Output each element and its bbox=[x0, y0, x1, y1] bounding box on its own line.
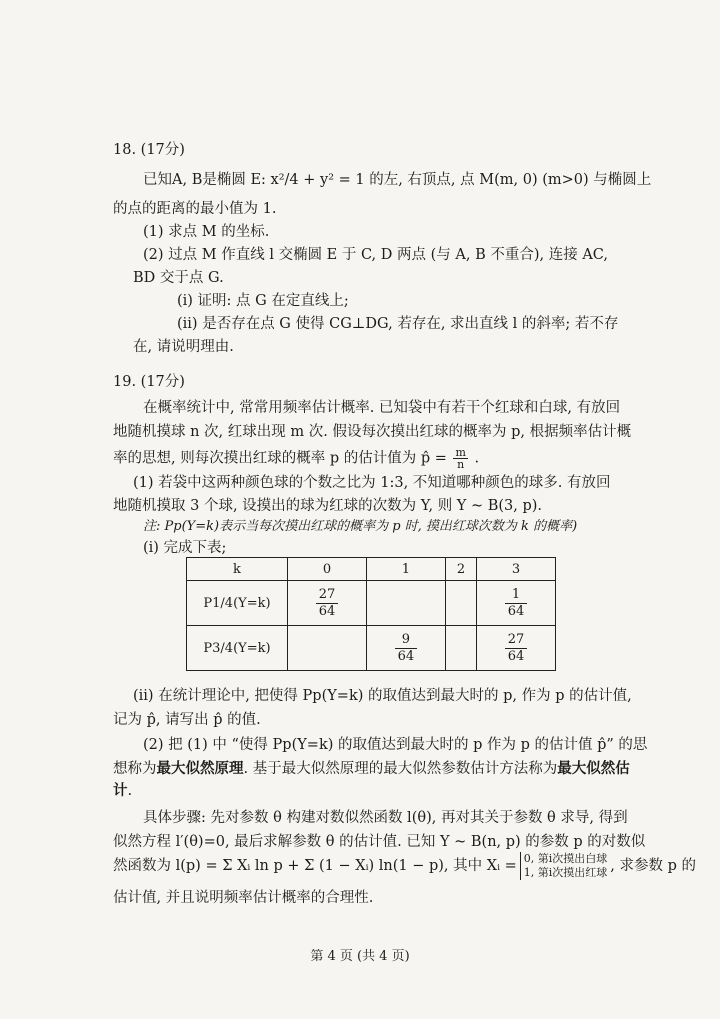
q19-sub-ii-b: 记为 p̂, 请写出 p̂ 的值. bbox=[113, 712, 261, 728]
q18-sub-ii-cont: 在, 请说明理由. bbox=[133, 339, 234, 355]
q19-part-2c-end: . bbox=[127, 783, 133, 799]
q19-steps-a: 具体步骤: 先对参数 θ 构建对数似然函数 l(θ), 再对其关于参数 θ 求导, 得到 bbox=[143, 810, 628, 826]
page-footer: 第 4 页 (共 4 页) bbox=[310, 949, 410, 964]
log-likelihood-formula: 然函数为 l(p) = Σ Xᵢ ln p + Σ (1 − Xᵢ) ln(1 − p), 其中 Xᵢ = bbox=[113, 858, 517, 874]
table-cell: $\frac{27}{64}$ bbox=[288, 581, 367, 626]
table-cell-blank bbox=[366, 581, 445, 626]
table-header-row bbox=[187, 558, 556, 581]
q18-header: 18. (17分) bbox=[113, 142, 185, 158]
q19-para-1c-text: 率的思想, 则每次摸出红球的概率 p 的估计值为 p̂ = bbox=[113, 450, 447, 467]
estimate-fraction bbox=[453, 447, 467, 470]
q19-sub-i: (i) 完成下表; bbox=[143, 540, 227, 556]
q19-para-1c bbox=[113, 447, 479, 470]
table-header-2: 2 bbox=[445, 558, 476, 581]
estimate-denominator: n bbox=[457, 458, 465, 471]
q19-note: 注: Pp(Y=k)表示当每次摸出红球的概率为 p 时, 摸出红球次数为 k 的概率) bbox=[143, 519, 578, 534]
q19-part-1b: 地随机摸取 3 个球, 设摸出的球为红球的次数为 Y, 则 Y ~ B(3, p). bbox=[113, 498, 543, 514]
q18-part-1: (1) 求点 M 的坐标. bbox=[143, 224, 270, 240]
q19-part-1a: (1) 若袋中这两种颜色球的个数之比为 1:3, 不知道哪种颜色的球多. 有放回 bbox=[133, 475, 611, 491]
max-likelihood-estimation-end: 计 bbox=[113, 782, 128, 799]
probability-table bbox=[186, 557, 556, 671]
table-cell: $\frac{1}{64}$ bbox=[477, 581, 556, 626]
table-cell-blank bbox=[445, 581, 476, 626]
q19-part-2a: (2) 把 (1) 中 “使得 Pp(Y=k) 的取值达到最大时的 p 作为 p 的估计值 p̂” 的思 bbox=[143, 737, 648, 753]
q19-para-1b: 地随机摸球 n 次, 红球出现 m 次. 假设每次摸出红球的概率为 p, 根据频率估计概 bbox=[113, 424, 632, 440]
table-header-3: 3 bbox=[477, 558, 556, 581]
q18-sub-ii: (ii) 是否存在点 G 使得 CG⊥DG, 若存在, 求出直线 l 的斜率; 若不存 bbox=[177, 316, 619, 332]
q19-steps-b: 似然方程 l′(θ)=0, 最后求解参数 θ 的估计值. 已知 Y ~ B(n, p) 的参数 p 的对数似 bbox=[113, 834, 646, 850]
q19-header: 19. (17分) bbox=[113, 374, 185, 390]
table-row-label: P3/4(Y=k) bbox=[187, 626, 288, 671]
table-cell: $\frac{27}{64}$ bbox=[477, 626, 556, 671]
piecewise-definition bbox=[520, 852, 608, 880]
table-row-label: P1/4(Y=k) bbox=[187, 581, 288, 626]
q18-part-2: (2) 过点 M 作直线 l 交椭圆 E 于 C, D 两点 (与 A, B 不重合), 连接 AC, bbox=[143, 247, 608, 263]
table-row-three-quarter bbox=[187, 626, 556, 671]
case-red: 1, 第i次摸出红球 bbox=[523, 866, 608, 879]
q19-part-2b-text: 想称为 bbox=[113, 761, 157, 777]
q19-part-2b-mid: . 基于最大似然原理的最大似然参数估计方法称为 bbox=[243, 761, 558, 777]
estimate-numerator: m bbox=[455, 446, 466, 459]
table-header-0: 0 bbox=[288, 558, 367, 581]
q18-sub-i: (i) 证明: 点 G 在定直线上; bbox=[177, 293, 349, 309]
q19-steps-c bbox=[113, 852, 696, 880]
q18-line-1: 已知A, B是椭圆 E: x²/4 + y² = 1 的左, 右顶点, 点 M(m, 0) (m>0) 与椭圆上 bbox=[143, 172, 652, 188]
q19-para-1c-end: . bbox=[474, 450, 480, 467]
q19-para-1a: 在概率统计中, 常常用频率估计概率. 已知袋中有若干个红球和白球, 有放回 bbox=[143, 400, 621, 416]
q18-part-2-cont: BD 交于点 G. bbox=[133, 270, 224, 286]
q19-part-2b bbox=[113, 759, 630, 779]
q19-sub-ii-a: (ii) 在统计理论中, 把使得 Pp(Y=k) 的取值达到最大时的 p, 作为 p 的估计值, bbox=[133, 688, 632, 704]
q19-steps-d: 估计值, 并且说明频率估计概率的合理性. bbox=[113, 890, 374, 906]
table-cell: $\frac{9}{64}$ bbox=[366, 626, 445, 671]
q19-steps-c-end: , 求参数 p 的 bbox=[610, 858, 696, 874]
q18-line-2: 的点的距离的最小值为 1. bbox=[113, 201, 277, 217]
q19-part-2c bbox=[113, 781, 132, 801]
table-header-1: 1 bbox=[366, 558, 445, 581]
case-white: 0, 第i次摸出白球 bbox=[523, 852, 608, 865]
table-cell-blank bbox=[288, 626, 367, 671]
max-likelihood-principle: 最大似然原理 bbox=[156, 760, 244, 777]
table-row-quarter bbox=[187, 581, 556, 626]
table-header-k: k bbox=[187, 558, 288, 581]
table-cell-blank bbox=[445, 626, 476, 671]
max-likelihood-estimation: 最大似然估 bbox=[557, 760, 630, 777]
